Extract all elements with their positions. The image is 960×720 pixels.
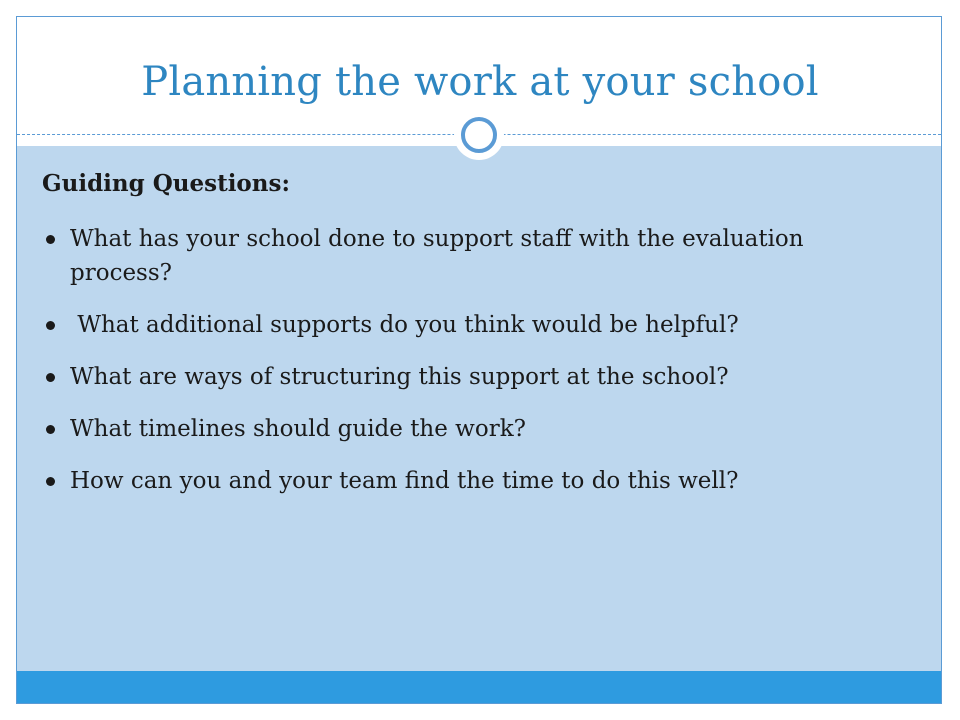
question-text: What timelines should guide the work? [70, 416, 526, 442]
list-item [46, 412, 906, 446]
list-item [46, 222, 906, 290]
question-text: What are ways of structuring this support at the school? [70, 364, 729, 390]
question-text: What additional supports do you think would be helpful? [70, 312, 739, 338]
circle-ornament-icon [454, 110, 504, 160]
bullet-icon [46, 477, 55, 486]
bottom-bar [17, 671, 941, 703]
list-item [46, 464, 906, 498]
slide-title: Planning the work at your school [141, 59, 819, 105]
question-text: How can you and your team find the time to do this well? [70, 468, 739, 494]
guiding-questions-heading: Guiding Questions: [42, 170, 290, 197]
list-item [46, 360, 906, 394]
question-list [46, 222, 906, 516]
bullet-icon [46, 321, 55, 330]
list-item [46, 308, 906, 342]
bullet-icon [46, 373, 55, 382]
ring-icon [461, 117, 497, 153]
question-text: What has your school done to support staff with the evaluation process? [70, 226, 804, 286]
bullet-icon [46, 425, 55, 434]
bullet-icon [46, 235, 55, 244]
